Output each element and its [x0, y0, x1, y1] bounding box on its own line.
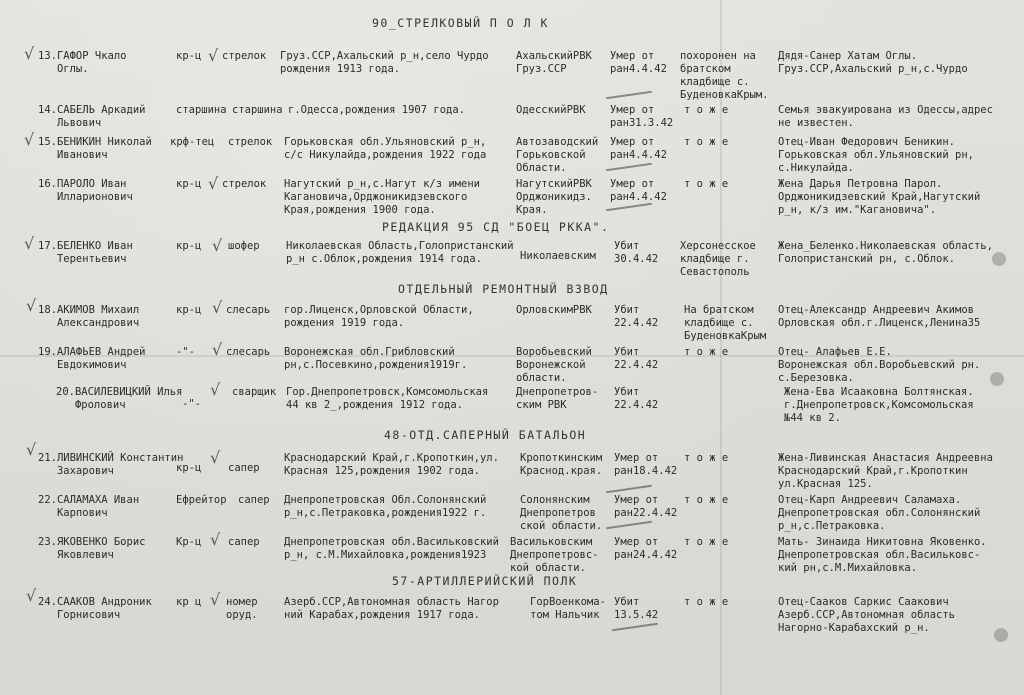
soldier-relative: Жена Дарья Петровна Парол. Орджоникидзевский Край,Нагутский р_н, к/з им."Кагановича". [778, 178, 981, 216]
soldier-origin: Гор.Днепропетровск,Комсомольская 44 кв 2_,рождения 1912 года. [286, 386, 489, 411]
soldier-name: 17.БЕЛЕНКО Иван Терентьевич [38, 240, 133, 265]
soldier-origin: Нагутский р_н,с.Нагут к/з имени Кагановича,Орджоникидзевского Края,рождения 1900 года. [284, 178, 480, 216]
soldier-name: 21.ЛИВИНСКИЙ Константин Захарович [38, 452, 184, 477]
section-title-editorial-95sd: РЕДАКЦИЯ 95 СД "БОЕЦ РККА". [382, 220, 610, 234]
soldier-burial: т о ж е [684, 136, 729, 148]
soldier-status: Убит 22.4.42 [614, 346, 659, 371]
soldier-burial: т о ж е [684, 494, 729, 506]
soldier-relative: Отец- Алафьев Е.Е. Воронежская обл.Воробьевский рн. с.Березовка. [778, 346, 981, 384]
section-title-48-sapper-battalion: 48-ОТД.САПЕРНЫЙ БАТАЛЬОН [384, 428, 587, 442]
soldier-name: 23.ЯКОВЕНКО Борис Яковлевич [38, 536, 146, 561]
soldier-relative: Мать- Зинаида Никитовна Яковенко. Днепропетровская обл.Васильковс- кий рн,с.М.Михайловка. [778, 536, 987, 574]
paper-stain [994, 628, 1008, 642]
soldier-rank: кр-ц [176, 462, 202, 474]
soldier-rank: кр-ц [176, 178, 202, 190]
check-mark-icon: √ [210, 590, 221, 609]
soldier-rank: Кр-ц [176, 536, 202, 548]
soldier-status: Убит 22.4.42 [614, 386, 659, 411]
soldier-origin: Николаевская Область,Голопристанский р_н с.Облок,рождения 1914 года. [286, 240, 514, 265]
soldier-rank: кр-ц [176, 240, 202, 252]
soldier-burial: т о ж е [684, 346, 729, 358]
check-mark-icon: √ [210, 380, 221, 399]
soldier-relative: Отец-Александр Андреевич Акимов Орловская обл.г.Лиценск,Ленина35 [778, 304, 981, 329]
soldier-burial: т о ж е [684, 452, 729, 464]
soldier-origin: Груз.ССР,Ахальский р_н,село Чурдо рождения 1913 года. [280, 50, 489, 75]
soldier-rvk: Автозаводский Горьковской Области. [516, 136, 599, 174]
soldier-rvk: Кропоткинским Краснод.края. [520, 452, 603, 477]
soldier-rank: кр-ц [176, 50, 202, 62]
soldier-origin: Днепропетровская обл.Васильковский р_н, с.М.Михайловка,рождения1923 [284, 536, 499, 561]
soldier-rank: Ефрейтор [176, 494, 227, 506]
soldier-origin: Днепропетровская Обл.Солонянский р_н,с.Петраковка,рождения1922 г. [284, 494, 487, 519]
check-mark-icon: √ [24, 234, 35, 253]
soldier-role: шофер [228, 240, 260, 252]
table-row [0, 174, 1024, 238]
soldier-rank: старшина [176, 104, 227, 116]
soldier-status: Умер от ран4.4.42 [610, 136, 667, 161]
soldier-rank: -"- [176, 346, 195, 358]
soldier-burial: т о ж е [684, 178, 729, 190]
soldier-role: старшина [232, 104, 283, 116]
soldier-origin: Азерб.ССР,Автономная область Нагор ний Карабах,рождения 1917 года. [284, 596, 499, 621]
check-mark-icon: √ [24, 44, 35, 63]
soldier-name: 19.АЛАФЬЕВ Андрей Евдокимович [38, 346, 146, 371]
paper-stain [992, 252, 1006, 266]
soldier-role: сапер [228, 536, 260, 548]
check-mark-icon: √ [26, 440, 37, 459]
soldier-name: 18.АКИМОВ Михаил Александрович [38, 304, 140, 329]
table-row [0, 44, 1024, 110]
soldier-role: сварщик [232, 386, 277, 398]
section-title-90-rifle-regiment: 90_СТРЕЛКОВЫЙ П О Л К [372, 16, 549, 30]
soldier-role: стрелок [222, 50, 267, 62]
soldier-role: слесарь [226, 346, 271, 358]
soldier-burial: т о ж е [684, 596, 729, 608]
soldier-rank: кр-ц [176, 304, 202, 316]
soldier-name: 24.СААКОВ Андроник Горнисович [38, 596, 152, 621]
check-mark-icon: √ [208, 46, 219, 65]
soldier-status: Убит 22.4.42 [614, 304, 659, 329]
check-mark-icon: √ [210, 530, 221, 549]
soldier-origin: гор.Лиценск,Орловской Области, рождения 1919 года. [284, 304, 474, 329]
soldier-rvk: Солонянским Днепропетров ской области. [520, 494, 603, 532]
check-mark-icon: √ [210, 448, 221, 467]
soldier-name: 13.ГАФОР Чкало Оглы. [38, 50, 127, 75]
soldier-status: Умер от ран31.3.42 [610, 104, 674, 129]
soldier-role: стрелок [222, 178, 267, 190]
soldier-role: стрелок [228, 136, 273, 148]
soldier-name: 16.ПАРОЛО Иван Илларионович [38, 178, 133, 203]
soldier-origin: Горьковская обл.Ульяновский р_н, с/с Никулайда,рождения 1922 года [284, 136, 487, 161]
soldier-burial: т о ж е [684, 104, 729, 116]
check-mark-icon: √ [212, 236, 223, 255]
table-row [0, 234, 1024, 300]
soldier-name: 20.ВАСИЛЕВИЦКИЙ Илья Фролович [56, 386, 183, 411]
soldier-name: 22.САЛАМАХА Иван Карпович [38, 494, 140, 519]
soldier-relative: Дядя-Санер Хатам Оглы. Груз.ССР,Ахальский р_н,с.Чурдо [778, 50, 968, 75]
soldier-rvk: Васильковским Днепропетровс- кой области. [510, 536, 599, 574]
soldier-origin: Воронежская обл.Грибловский рн,с.Посевкино,рождения1919г. [284, 346, 468, 371]
soldier-relative: Жена-Ливинская Анастасия Андреевна Краснодарский Край,г.Кропоткин ул.Красная 125. [778, 452, 993, 490]
section-title-57-artillery-regiment: 57-АРТИЛЛЕРИЙСКИЙ ПОЛК [392, 574, 578, 588]
paper-stain [990, 372, 1004, 386]
soldier-status: Умер от ран22.4.42 [614, 494, 678, 519]
soldier-rank: -"- [182, 398, 201, 410]
soldier-role: номер оруд. [226, 596, 258, 621]
soldier-rvk: ГорВоенкома- том Нальчик [530, 596, 606, 621]
soldier-role: слесарь [226, 304, 271, 316]
soldier-status: Умер от ран18.4.42 [614, 452, 678, 477]
soldier-rvk: НагутскийРВК Орджоникидз. Края. [516, 178, 592, 216]
soldier-rank: крф-тец [170, 136, 215, 148]
soldier-status: Умер от ран4.4.42 [610, 178, 667, 203]
soldier-relative: Семья эвакуирована из Одессы,адрес не известен. [778, 104, 993, 129]
soldier-relative: Жена_Беленко.Николаевская область, Голопристанский рн, с.Облок. [778, 240, 993, 265]
soldier-role: сапер [238, 494, 270, 506]
table-row [0, 586, 1024, 656]
check-mark-icon: √ [212, 298, 223, 317]
soldier-relative: Жена-Ева Исааковна Болтянская. г.Днепропетровск,Комсомольская №44 кв 2. [784, 386, 974, 424]
soldier-origin: г.Одесса,рождения 1907 года. [288, 104, 466, 116]
soldier-relative: Отец-Сааков Саркис Саакович Азерб.ССР,Автономная область Нагорно-Карабахский р_н. [778, 596, 956, 634]
soldier-burial: На братском кладбище с. БуденовкаКрым [684, 304, 767, 342]
soldier-origin: Краснодарский Край,г.Кропоткин,ул. Красная 125,рождения 1902 года. [284, 452, 499, 477]
soldier-role: сапер [228, 462, 260, 474]
check-mark-icon: √ [212, 340, 223, 359]
soldier-status: Умер от ран24.4.42 [614, 536, 678, 561]
soldier-relative: Отец-Карп Андреевич Саламаха. Днепропетровская обл.Солонянский р_н,с.Петраковка. [778, 494, 981, 532]
soldier-rvk: АхальскийРВК Груз.ССР [516, 50, 592, 75]
soldier-burial: похоронен на братском кладбище с. БуденовкаКрым. [680, 50, 769, 101]
check-mark-icon: √ [26, 296, 37, 315]
soldier-name: 15.БЕНИКИН Николай Иванович [38, 136, 152, 161]
table-row [0, 380, 1024, 446]
soldier-status: Убит 30.4.42 [614, 240, 659, 265]
soldier-burial: Херсонесское кладбище г. Севастополь [680, 240, 756, 278]
soldier-rvk: Николаевским [520, 250, 596, 262]
soldier-rvk: ОдесскийРВК [516, 104, 586, 116]
soldier-rvk: Днепропетров- ским РВК [516, 386, 599, 411]
section-title-repair-platoon: ОТДЕЛЬНЫЙ РЕМОНТНЫЙ ВЗВОД [398, 282, 609, 296]
check-mark-icon: √ [24, 130, 35, 149]
check-mark-icon: √ [26, 586, 37, 605]
check-mark-icon: √ [208, 174, 219, 193]
table-row [0, 530, 1024, 596]
soldier-burial: т о ж е [684, 536, 729, 548]
soldier-name: 14.САБЕЛЬ Аркадий Львович [38, 104, 146, 129]
soldier-status: Убит 13.5.42 [614, 596, 659, 621]
soldier-rvk: Воробьевский Воронежской области. [516, 346, 592, 384]
soldier-rvk: ОрловскимРВК [516, 304, 592, 316]
soldier-relative: Отец-Иван Федорович Беникин. Горьковская обл.Ульяновский рн, с.Никулайда. [778, 136, 974, 174]
soldier-rank: кр ц [176, 596, 202, 608]
soldier-status: Умер от ран4.4.42 [610, 50, 667, 75]
